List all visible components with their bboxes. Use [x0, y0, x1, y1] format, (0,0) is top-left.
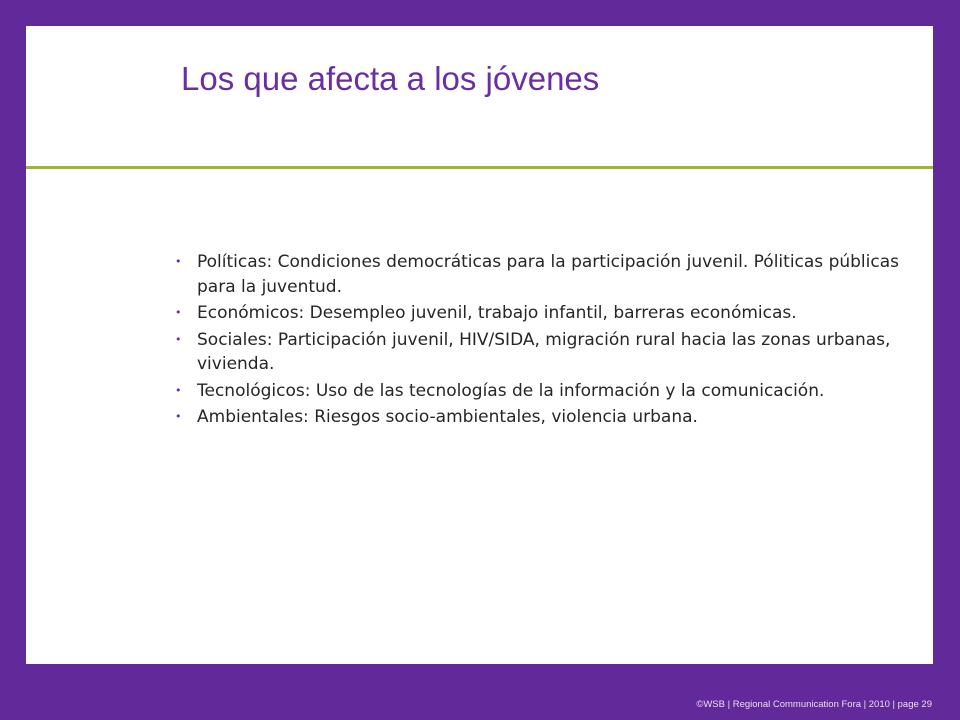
bullet-item-politicas — [175, 250, 905, 299]
bullet-item-ambientales — [175, 405, 905, 430]
bullet-list — [175, 250, 905, 432]
slide-title: Los que afecta a los jóvenes — [181, 60, 600, 97]
bullet-dot-icon: • — [175, 410, 182, 423]
bullet-dot-icon: • — [175, 383, 182, 397]
bullet-item-economicos — [175, 301, 905, 326]
bullet-text: Políticas: Condiciones democráticas para la participación juvenil. Póliticas públicas para la juventud. — [197, 252, 899, 297]
bullet-item-tecnologicos — [175, 379, 905, 404]
bullet-text: Económicos: Desempleo juvenil, trabajo infantil, barreras económicas. — [197, 303, 797, 323]
bullet-text: Sociales: Participación juvenil, HIV/SIDA, migración rural hacia las zonas urbanas, vivienda. — [197, 329, 891, 374]
bullet-dot-icon: • — [175, 332, 182, 346]
bullet-text: Tecnológicos: Uso de las tecnologías de la información y la comunicación. — [197, 380, 825, 401]
bullet-text: Ambientales: Riesgos socio-ambientales, violencia urbana. — [197, 407, 698, 427]
title-divider — [26, 166, 933, 169]
slide-panel — [26, 26, 933, 664]
slide-footer: ©WSB | Regional Communication Fora | 2010 | page 29 — [696, 699, 932, 710]
bullet-dot-icon: • — [175, 306, 182, 319]
bullet-item-sociales — [175, 328, 905, 377]
bullet-dot-icon: • — [175, 255, 182, 268]
